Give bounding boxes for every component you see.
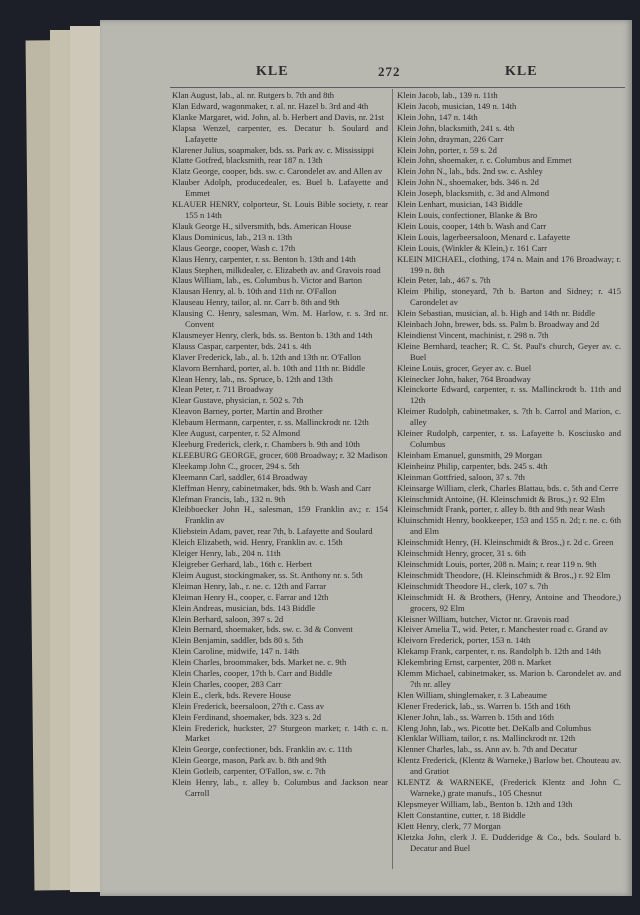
directory-entry: Kleng John, lab., ws. Picotte bet. DeKalb and Columbus [397,722,592,733]
directory-entry: Klentz Frederick, (Klentz & Warneke,) Barlow bet. Chouteau av. and Gratiot [397,755,621,777]
directory-entry: Klett Henry, clerk, 77 Morgan [397,820,501,831]
directory-entry: Klein Jacob, musician, 149 n. 14th [397,100,517,111]
directory-entry: Klauseau Henry, tailor, al. nr. Carr b. 8th and 9th [172,297,340,308]
directory-entry: Klein Benjamin, saddler, bds 80 s. 5th [172,635,304,646]
directory-entry: Kleim Philip, stoneyard, 7th b. Barton and Sidney; r. 415 Carondelet av [397,286,621,308]
directory-entry: Kleinman Gottfried, saloon, 37 s. 7th [397,471,525,482]
directory-entry: Klaus William, lab., es. Columbus b. Victor and Barton [172,275,363,286]
directory-entry: Kleisner William, butcher, Victor nr. Gravois road [397,613,569,624]
directory-entry: Kleavon Barney, porter, Martin and Brother [172,406,323,417]
directory-entry: Kleemann Carl, saddler, 614 Broadway [172,471,308,482]
directory-entry: Kleinschmidt Frank, porter, r. alley b. 8th and 9th near Wash [397,504,605,515]
directory-entry: Kleinschmidt H. & Brothers, (Henry, Antoine and Theodore,) grocers, 92 Elm [397,591,621,613]
directory-entry: KLENTZ & WARNEKE, (Frederick Klentz and John C. Warneke,) grate manufs., 105 Chesnut [397,777,621,798]
directory-entry: KLEEBURG GEORGE, grocer, 608 Broadway; r. 32 Madison [172,449,388,460]
directory-entry: Klanke Margaret, wid. John, al. b. Herbert and Davis, nr. 21st [172,111,385,122]
directory-entry: Klein George, mason, Park av. b. 8th and 9th [172,755,327,766]
directory-entry: Klepsmeyer William, lab., Benton b. 12th and 13th [397,798,573,809]
right-guide-word: KLE [505,64,538,79]
directory-entry: Klenklar William, tailor, r. ns. Mallinckrodt nr. 12th [397,733,576,744]
directory-entry: Klausing C. Henry, salesman, Wm. M. Harlow, r. s. 3rd nr. Convent [172,308,388,330]
directory-entry: Klein Peter, lab., 467 s. 7th [397,275,491,286]
directory-entry: Klein Berhard, saloon, 397 s. 2d [172,613,284,624]
directory-entry: Klean Peter, r. 711 Broadway [172,384,274,395]
directory-entry: Kleinschmidt Louis, porter, 208 n. Main; r. rear 119 n. 9th [397,558,597,569]
directory-entry: Klapsa Wenzel, carpenter, es. Decatur b. Soulard and Lafayette [172,122,388,144]
directory-entry: Klein Gotleib, carpenter, O'Fallon, sw. c. 7th [172,766,326,777]
directory-entry: Klein E., clerk, bds. Revere House [172,689,292,700]
directory-entry: Klein Frederick, beersaloon, 27th c. Cass av [172,700,325,711]
directory-entry: Klein Ferdinand, shoemaker, bds. 323 s. 2d [172,711,322,722]
directory-entry: Klauber Adolph, producedealer, es. Buel b. Lafayette and Emmet [172,177,388,199]
directory-entry: Klaus Stephen, milkdealer, c. Elizabeth av. and Gravois road [172,264,381,275]
directory-entry: Kleiger Henry, lab., 204 n. 11th [172,548,281,559]
directory-entry: Klaus Dominicus, lab., 213 n. 13th [172,231,293,242]
directory-entry: Kleiman Henry H., cooper, c. Farrar and 12th [172,591,329,602]
directory-entry: Klavorn Bernhard, porter, al. b. 10th and 11th nr. Biddle [172,362,366,373]
directory-entry: Klauss Caspar, carpenter, bds. 241 s. 4th [172,340,312,351]
directory-entry: Kleinsarge William, clerk, Charles Blattau, bds. c. 5th and Cerre [397,482,619,493]
directory-entry: Klear Gustave, physician, r. 502 s. 7th [172,395,304,406]
directory-entry: Kluinschmidt Henry, bookkeeper, 153 and 155 n. 2d; r. ne. c. 6th and Elm [397,515,621,537]
directory-entry: Kleiner Rudolph, carpenter, r. ss. Lafayette b. Kosciusko and Columbus [397,428,621,449]
directory-entry: Klan Edward, wagonmaker, r. al. nr. Hazel b. 3rd and 4th [172,100,369,111]
directory-entry: Kleigreber Gerhard, lab., 16th c. Herbert [172,558,313,569]
directory-entry: Klein Henry, lab., r. alley b. Columbus and Jackson near Carroll [172,777,388,798]
directory-entry: Kleinckorte Edward, carpenter, r. ss. Mallinckrodt b. 11th and 12th [397,384,621,406]
directory-entry: Klean Henry, lab., ns. Spruce, b. 12th and 13th [172,373,333,384]
directory-entry: Klein John, 147 n. 14th [397,111,478,122]
directory-entry: Klein Charles, broommaker, bds. Market ne. c. 9th [172,657,347,668]
directory-entry: Klein John N., shoemaker, bds. 346 n. 2d [397,177,539,188]
directory-page [100,20,632,896]
directory-entry: Kleinbach John, brewer, bds. ss. Palm b. Broadway and 2d [397,319,600,330]
directory-entry: Klein John, porter, r. 59 s. 2d [397,144,497,155]
directory-entry: Klefman Francis, lab., 132 n. 9th [172,493,286,504]
directory-entry: Klein Frederick, huckster, 27 Sturgeon market; r. 14th c. n. Market [172,722,388,744]
directory-entry: Klein Louis, confectioner, Blanke & Bro [397,209,538,220]
directory-entry: Klein Lenhart, musician, 143 Biddle [397,199,523,210]
header-rule [170,87,625,88]
directory-entry: Klenner Charles, lab., ss. Ann av. b. 7th and Decatur [397,744,578,755]
directory-entry: Kleinschmidt Henry, (H. Kleinschmidt & Bros.,) r. 2d c. Green [397,537,614,548]
directory-entry: Kleinschmidt Theodore H., clerk, 107 s. 7th [397,580,549,591]
directory-entry: Klein John, drayman, 226 Carr [397,133,504,144]
directory-entry: Kleindienst Vincent, machinist, r. 298 n. 7th [397,329,549,340]
directory-entry: Kleinheinz Philip, carpenter, bds. 245 s. 4th [397,460,548,471]
directory-entry: Klaver Frederick, lab., al. b. 12th and 13th nr. O'Fallon [172,351,361,362]
directory-entry: Kleiman Henry, lab., r. ne. c. 12th and Farrar [172,580,327,591]
directory-entry: Klausmeyer Henry, clerk, bds. ss. Benton b. 13th and 14th [172,329,373,340]
directory-entry: Kleinschmidt Antoine, (H. Kleinschmidt & Bros.,) r. 92 Elm [397,493,605,504]
directory-entry: Klein John, blacksmith, 241 s. 4th [397,122,515,133]
directory-entry: Kleim August, stockingmaker, ss. St. Anthony nr. s. 5th [172,569,363,580]
directory-entry: Klein Louis, cooper, 14th b. Wash and Carr [397,220,547,231]
directory-entry: Kleinschmidt Theodore, (H. Kleinschmidt & Bros.,) r. 92 Elm [397,569,611,580]
directory-entry: Kletzka John, clerk J. E. Dudderidge & Co., bds. Soulard b. Decatur and Buel [397,831,621,853]
directory-entry: Klaus Henry, carpenter, r. ss. Benton b. 13th and 14th [172,253,356,264]
directory-entry: Kleine Bernhard, teacher; R. C. St. Paul's church, Geyer av. c. Buel [397,340,621,362]
directory-entry: Kleine Louis, grocer, Geyer av. c. Buel [397,362,532,373]
directory-entry: Kleinschmidt Henry, grocer, 31 s. 6th [397,548,526,559]
directory-entry: Kleimer Rudolph, cabinetmaker, s. 7th b. Carrol and Marion, c. alley [397,406,621,428]
directory-entry: Klein Bernard, shoemaker, bds. sw. c. 3d & Convent [172,624,353,635]
directory-entry: Klein Louis, lagerbeersaloon, Menard c. Lafayette [397,231,571,242]
directory-entry: Klemm Michael, cabinetmaker, ss. Marion b. Carondelet av. and 7th nr. alley [397,668,621,689]
directory-entry: Klan August, lab., al. nr. Rutgers b. 7th and 8th [172,90,335,100]
directory-entry: Klatte Gotfred, blacksmith, rear 187 n. 13th [172,155,323,166]
directory-entry: Klein Charles, cooper, 283 Carr [172,678,282,689]
directory-entry: Klekembring Ernst, carpenter, 208 n. Market [397,657,552,668]
directory-entry: Klener John, lab., ss. Warren b. 15th and 16th [397,711,554,722]
directory-entry: KLAUER HENRY, colporteur, St. Louis Bible society, r. rear 155 n 14th [172,199,388,220]
directory-entry: Klein George, confectioner, bds. Franklin av. c. 11th [172,744,352,755]
directory-entry: Klaus George, cooper, Wash c. 17th [172,242,296,253]
directory-entry: Klekamp Frank, carpenter, r. ns. Randolph b. 12th and 14th [397,646,601,657]
right-column [397,90,621,853]
directory-entry: Klein Caroline, midwife, 147 n. 14th [172,646,299,657]
directory-entry: Kleinbam Emanuel, gunsmith, 29 Morgan [397,449,542,460]
directory-entry: KLEIN MICHAEL, clothing, 174 n. Main and 176 Broadway; r. 199 n. 8th [397,253,621,275]
directory-entry: Klein Jacob, lab., 139 n. 11th [397,90,498,100]
directory-entry: Kleivorn Frederick, porter, 153 n. 14th [397,635,531,646]
directory-entry: Klen William, shinglemaker, r. 3 Labeaume [397,689,547,700]
directory-entry: Klein John N., lab., bds. 2nd sw. c. Ashley [397,166,543,177]
left-column [172,90,388,799]
directory-entry: Klebaum Hermann, carpenter, r. ss. Mallinckrodt nr. 12th [172,417,369,428]
left-guide-word: KLE [256,64,289,79]
directory-entry: Kleeburg Frederick, clerk, r. Chambers b. 9th and 10th [172,439,360,449]
directory-entry: Klener Frederick, lab., ss. Warren b. 15th and 16th [397,700,571,711]
directory-entry: Klein Louis, (Winkler & Klein,) r. 161 Carr [397,242,548,253]
directory-entry: Klatz George, cooper, bds. sw. c. Carondelet av. and Allen av [172,166,383,177]
directory-entry: Klauk George H., silversmith, bds. American House [172,220,352,231]
directory-entry: Klein Charles, cooper, 17th b. Carr and Biddle [172,668,333,679]
directory-entry: Klee August, carpenter, r. 52 Almond [172,428,301,439]
directory-entry: Klein Joseph, blacksmith, c. 3d and Almond [397,188,550,199]
column-divider [392,89,393,869]
directory-entry: Kleekamp John C., grocer, 294 s. 5th [172,460,300,471]
directory-entry: Klett Constantine, cutter, r. 18 Biddle [397,809,526,820]
directory-entry: Kleich Elizabeth, wid. Henry, Franklin av. c. 15th [172,537,343,548]
directory-entry: Kleiver Amelia T., wid. Peter, r. Manchester road c. Grand av [397,624,608,635]
directory-entry: Kleinecker John, baker, 764 Broadway [397,373,531,384]
directory-entry: Kleffman Henry, cabinetmaker, bds. 9th b. Wash and Carr [172,482,372,493]
directory-entry: Klein Andreas, musician, bds. 143 Biddle [172,602,316,613]
page-number: 272 [378,64,401,79]
directory-entry: Klausan Henry, al. b. 10th and 11th nr. O'Fallon [172,286,337,297]
directory-entry: Kleibboecker John H., salesman, 159 Franklin av.; r. 154 Franklin av [172,504,388,526]
directory-entry: Klein John, shoemaker, r. c. Columbus and Emmet [397,155,572,166]
directory-entry: Kliebstein Adam, paver, rear 7th, b. Lafayette and Soulard [172,526,373,537]
directory-entry: Klein Sebastian, musician, al. b. High and 14th nr. Biddle [397,308,596,319]
directory-entry: Klarener Julius, soapmaker, bds. ss. Park av. c. Mississippi [172,144,374,155]
